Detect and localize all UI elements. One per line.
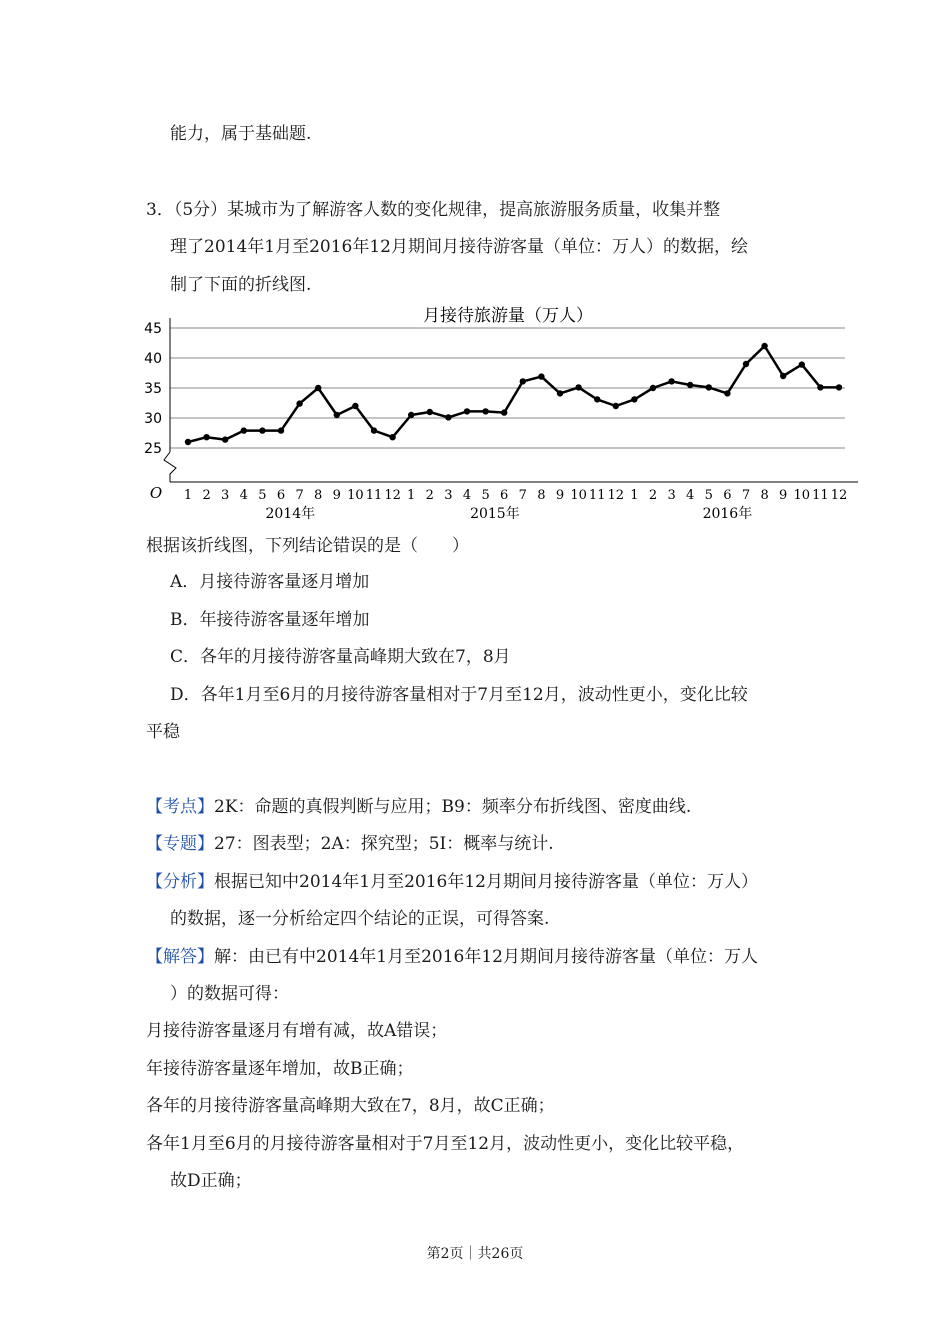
data-point <box>520 378 526 384</box>
x-tick-label: 8 <box>314 488 323 503</box>
x-tick-label: 2 <box>202 488 211 503</box>
zhuanti-tag: 【专题】 <box>146 834 214 854</box>
option-a: A．月接待游客量逐月增加 <box>170 572 370 592</box>
text-line: ）的数据可得： <box>170 984 289 1004</box>
data-point <box>761 343 767 349</box>
x-tick-label: 1 <box>407 488 416 503</box>
text-line: 各年1月至6月的月接待游客量相对于7月至12月，波动性更小，变化比较平稳， <box>146 1134 745 1154</box>
x-tick-label: 11 <box>365 488 383 503</box>
data-point <box>445 414 451 420</box>
x-tick-label: 10 <box>347 488 364 503</box>
data-point <box>706 384 712 390</box>
fenxi-text: 根据已知中2014年1月至2016年12月期间月接待游客量（单位：万人） <box>214 872 758 892</box>
axis-break <box>164 452 176 482</box>
line-chart-svg <box>140 300 870 530</box>
chart-title: 月接待旅游量（万人） <box>423 306 593 326</box>
data-point <box>259 427 265 433</box>
x-tick-label: 9 <box>779 488 788 503</box>
x-tick-label: 8 <box>760 488 769 503</box>
data-point <box>222 436 228 442</box>
data-point <box>334 412 340 418</box>
data-point <box>780 373 786 379</box>
x-tick-label: 2 <box>648 488 658 503</box>
year-label: 2014年 <box>265 506 316 522</box>
kaodian-tag: 【考点】 <box>146 797 214 817</box>
option-c: C．各年的月接待游客量高峰期大致在7，8月 <box>170 647 511 667</box>
x-tick-label: 3 <box>221 488 230 503</box>
y-tick-label: 40 <box>144 351 162 367</box>
text-line: 理了2014年1月至2016年12月期间月接待游客量（单位：万人）的数据，绘 <box>170 237 748 257</box>
series-line <box>188 346 839 442</box>
data-point <box>427 409 433 415</box>
data-point <box>687 382 693 388</box>
x-tick-label: 6 <box>723 488 732 503</box>
text-line: 月接待游客量逐月有增有减，故A错误； <box>146 1021 448 1041</box>
data-point <box>278 427 284 433</box>
fenxi-tag: 【分析】 <box>146 872 214 892</box>
x-tick-label: 1 <box>183 488 193 503</box>
data-point <box>743 361 749 367</box>
fenxi-line <box>146 871 758 893</box>
data-point <box>650 385 656 391</box>
x-tick-label: 8 <box>537 488 546 503</box>
data-point <box>185 439 191 445</box>
kaodian-line <box>146 796 691 818</box>
text-line: 各年的月接待游客量高峰期大致在7，8月，故C正确； <box>146 1096 555 1116</box>
data-point <box>557 390 563 396</box>
text-line: 平稳 <box>146 722 180 742</box>
x-tick-label: 11 <box>588 488 606 503</box>
text-line: 能力，属于基础题. <box>170 124 312 144</box>
data-point <box>464 408 470 414</box>
data-point <box>817 384 823 390</box>
x-tick-label: 11 <box>812 488 829 503</box>
data-point <box>501 409 507 415</box>
text-line: 年接待游客量逐年增加，故B正确； <box>146 1059 414 1079</box>
x-tick-label: 4 <box>462 488 472 503</box>
page-footer: 第2页｜共26页 <box>426 1246 524 1262</box>
x-tick-label: 2 <box>425 488 434 503</box>
x-tick-label: 4 <box>686 488 695 503</box>
data-point <box>668 378 674 384</box>
year-label: 2015年 <box>470 506 520 522</box>
data-point <box>836 384 842 390</box>
data-point <box>631 396 637 402</box>
jieda-tag: 【解答】 <box>146 947 214 967</box>
x-tick-label: 7 <box>518 488 527 503</box>
data-point <box>538 373 544 379</box>
x-tick-label: 3 <box>444 488 453 503</box>
data-point <box>594 396 600 402</box>
x-tick-label: 6 <box>500 488 509 503</box>
x-tick-label: 5 <box>258 488 267 503</box>
data-point <box>203 434 209 440</box>
y-tick-label: 45 <box>144 321 162 337</box>
x-tick-label: 12 <box>384 488 401 503</box>
option-b: B．年接待游客量逐年增加 <box>170 610 370 630</box>
option-d: D．各年1月至6月的月接待游客量相对于7月至12月，波动性更小，变化比较 <box>170 685 748 705</box>
year-label: 2016年 <box>702 506 753 522</box>
data-point <box>613 403 619 409</box>
data-point <box>408 412 414 418</box>
data-point <box>315 385 321 391</box>
kaodian-text: 2K：命题的真假判断与应用；B9：频率分布折线图、密度曲线. <box>214 797 692 817</box>
line-chart <box>140 300 870 530</box>
x-tick-label: 9 <box>332 488 341 503</box>
y-tick-label: 25 <box>144 441 162 457</box>
data-point <box>352 403 358 409</box>
x-tick-label: 12 <box>607 488 625 503</box>
text-line: 的数据，逐一分析给定四个结论的正误，可得答案. <box>170 909 550 929</box>
x-tick-label: 5 <box>704 488 713 503</box>
question-prompt: 根据该折线图，下列结论错误的是（ ） <box>146 536 469 556</box>
x-tick-label: 7 <box>741 488 751 503</box>
jieda-line <box>146 946 758 968</box>
data-point <box>371 427 377 433</box>
data-point <box>296 400 302 406</box>
y-tick-label: 30 <box>144 411 162 427</box>
x-tick-label: 7 <box>295 488 304 503</box>
x-tick-label: 1 <box>630 488 639 503</box>
x-tick-label: 5 <box>481 488 490 503</box>
zhuanti-text: 27：图表型；2A：探究型；5I：概率与统计. <box>214 834 554 854</box>
data-point <box>724 390 730 396</box>
origin-label: O <box>149 484 163 502</box>
data-point <box>389 434 395 440</box>
x-tick-label: 3 <box>667 488 676 503</box>
data-point <box>482 408 488 414</box>
data-point <box>241 427 247 433</box>
x-tick-label: 4 <box>239 488 248 503</box>
y-tick-label: 35 <box>144 381 162 397</box>
data-point <box>799 361 805 367</box>
question-stem: 3．（5分）某城市为了解游客人数的变化规律，提高旅游服务质量，收集并整 <box>146 200 721 220</box>
data-point <box>575 384 581 390</box>
jieda-text: 解：由已有中2014年1月至2016年12月期间月接待游客量（单位：万人 <box>214 947 758 967</box>
x-tick-label: 10 <box>570 488 587 503</box>
x-tick-label: 12 <box>830 488 848 503</box>
x-tick-label: 6 <box>276 488 286 503</box>
x-tick-label: 9 <box>555 488 565 503</box>
zhuanti-line <box>146 833 554 855</box>
text-line: 制了下面的折线图. <box>170 275 312 295</box>
text-line: 故D正确； <box>170 1171 252 1191</box>
x-tick-label: 10 <box>793 488 811 503</box>
